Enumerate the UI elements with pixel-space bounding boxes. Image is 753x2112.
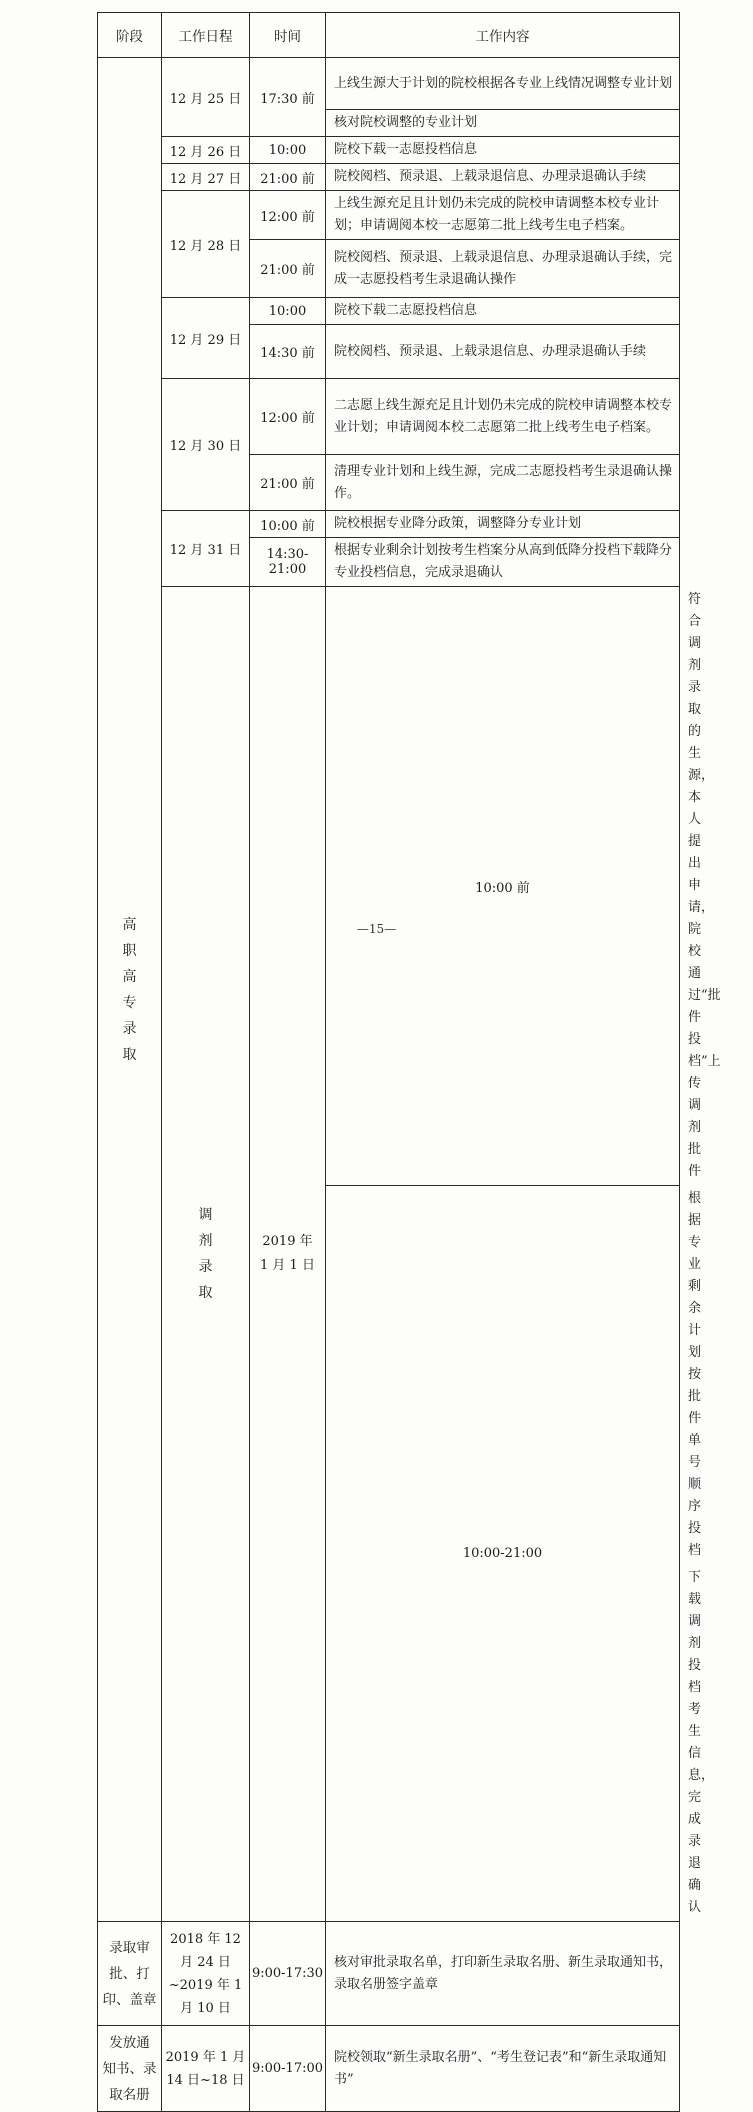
time-cell: 21:00 前: [250, 164, 326, 191]
header-content: 工作内容: [326, 13, 680, 58]
table-row: [98, 164, 680, 191]
time-cell: 12:00 前: [250, 379, 326, 455]
table-row: 10:00-21:00 根据专业剩余计划按批件单号顺序投档: [98, 1186, 680, 1565]
stage-notice: 发放通 知书、录 取名册: [98, 2026, 162, 2112]
page-number: —15—: [356, 922, 397, 936]
date-cell: 12 月 26 日: [162, 137, 250, 164]
time-cell: 14:30 前: [250, 325, 326, 379]
time-cell: 9:00-17:30: [250, 1922, 326, 2026]
time-cell: 10:00: [250, 298, 326, 325]
date-cell: 12 月 27 日: [162, 164, 250, 191]
table-row: [98, 511, 680, 538]
content-cell: 院校领取“新生录取名册”、“考生登记表”和“新生录取通知书”: [326, 2026, 680, 2112]
date-cell: 12 月 29 日: [162, 298, 250, 379]
header-time: 时间: [250, 13, 326, 58]
table-row: 下载调剂投档考生信息，完成录退确认: [688, 1570, 715, 1915]
date-cell: 2018 年 12 月 24 日 ~2019 年 1 月 10 日: [162, 1922, 250, 2026]
date-cell: 12 月 30 日: [162, 379, 250, 511]
header-schedule: 工作日程: [162, 13, 250, 58]
table-row: [98, 2026, 680, 2112]
table-row: [98, 298, 680, 325]
content-cell: 院校下载二志愿投档信息: [326, 298, 680, 325]
time-cell: 10:00-21:00: [326, 1186, 680, 1922]
stage-gzgz: 高 职 高 专 录 取: [98, 58, 162, 1922]
table-row: [98, 191, 680, 240]
table-row: [98, 137, 680, 164]
content-cell: 院校下载一志愿投档信息: [326, 137, 680, 164]
time-cell: 10:00 前: [250, 511, 326, 538]
content-cell: 院校阅档、预录退、上载录退信息、办理录退确认手续，完成一志愿投档考生录退确认操作: [326, 240, 680, 298]
schedule-table: [97, 12, 721, 2112]
time-cell: 17:30 前: [250, 58, 326, 137]
content-cell: 清理专业计划和上线生源，完成二志愿投档考生录退确认操作。: [326, 455, 680, 511]
content-cell: 上线生源大于计划的院校根据各专业上线情况调整专业计划: [326, 58, 680, 110]
content-cell: 核对院校调整的专业计划: [326, 110, 680, 137]
header-row: [98, 13, 680, 58]
stage-approval: 录取审 批、打 印、盖章: [98, 1922, 162, 2026]
date-cell: 2019 年 1 月 1 日: [250, 587, 326, 1922]
content-cell: 二志愿上线生源充足且计划仍未完成的院校申请调整本校专业计划；申请调阅本校二志愿第二批上线考生电子档案。: [326, 379, 680, 455]
time-cell: 21:00 前: [250, 455, 326, 511]
content-cell: 核对审批录取名单，打印新生录取名册、新生录取通知书，录取名册签字盖章: [326, 1922, 680, 2026]
time-cell: 10:00: [250, 137, 326, 164]
time-cell: 14:30-21:00: [250, 538, 326, 587]
table-row: [98, 1922, 680, 2026]
content-cell: 院校阅档、预录退、上载录退信息、办理录退确认手续: [326, 164, 680, 191]
date-cell: 12 月 31 日: [162, 511, 250, 587]
content-cell: 根据专业剩余计划按考生档案分从高到低降分投档下载降分专业投档信息，完成录退确认: [326, 538, 680, 587]
time-cell: 9:00-17:00: [250, 2026, 326, 2112]
time-cell: 21:00 前: [250, 240, 326, 298]
table-row: 调 剂 录 取 2019 年 1 月 1 日 10:00 前 符合调剂录取的生源，本人提出申请，院校通过“批件投档”上传调剂批件: [98, 587, 680, 1186]
date-cell: 12 月 28 日: [162, 191, 250, 298]
stage-tiaoji: 调 剂 录 取: [162, 587, 250, 1922]
content-cell: 上线生源充足且计划仍未完成的院校申请调整本校专业计划；申请调阅本校一志愿第二批上线考生电子档案。: [326, 191, 680, 240]
time-cell: 10:00 前: [326, 587, 680, 1186]
date-cell: 2019 年 1 月 14 日~18 日: [162, 2026, 250, 2112]
date-cell: 12 月 25 日: [162, 58, 250, 137]
header-stage: 阶段: [98, 13, 162, 58]
table-row: [98, 379, 680, 455]
content-cell: 院校阅档、预录退、上载录退信息、办理录退确认手续: [326, 325, 680, 379]
content-cell: 院校根据专业降分政策，调整降分专业计划: [326, 511, 680, 538]
table-row: [98, 58, 680, 110]
time-cell: 12:00 前: [250, 191, 326, 240]
